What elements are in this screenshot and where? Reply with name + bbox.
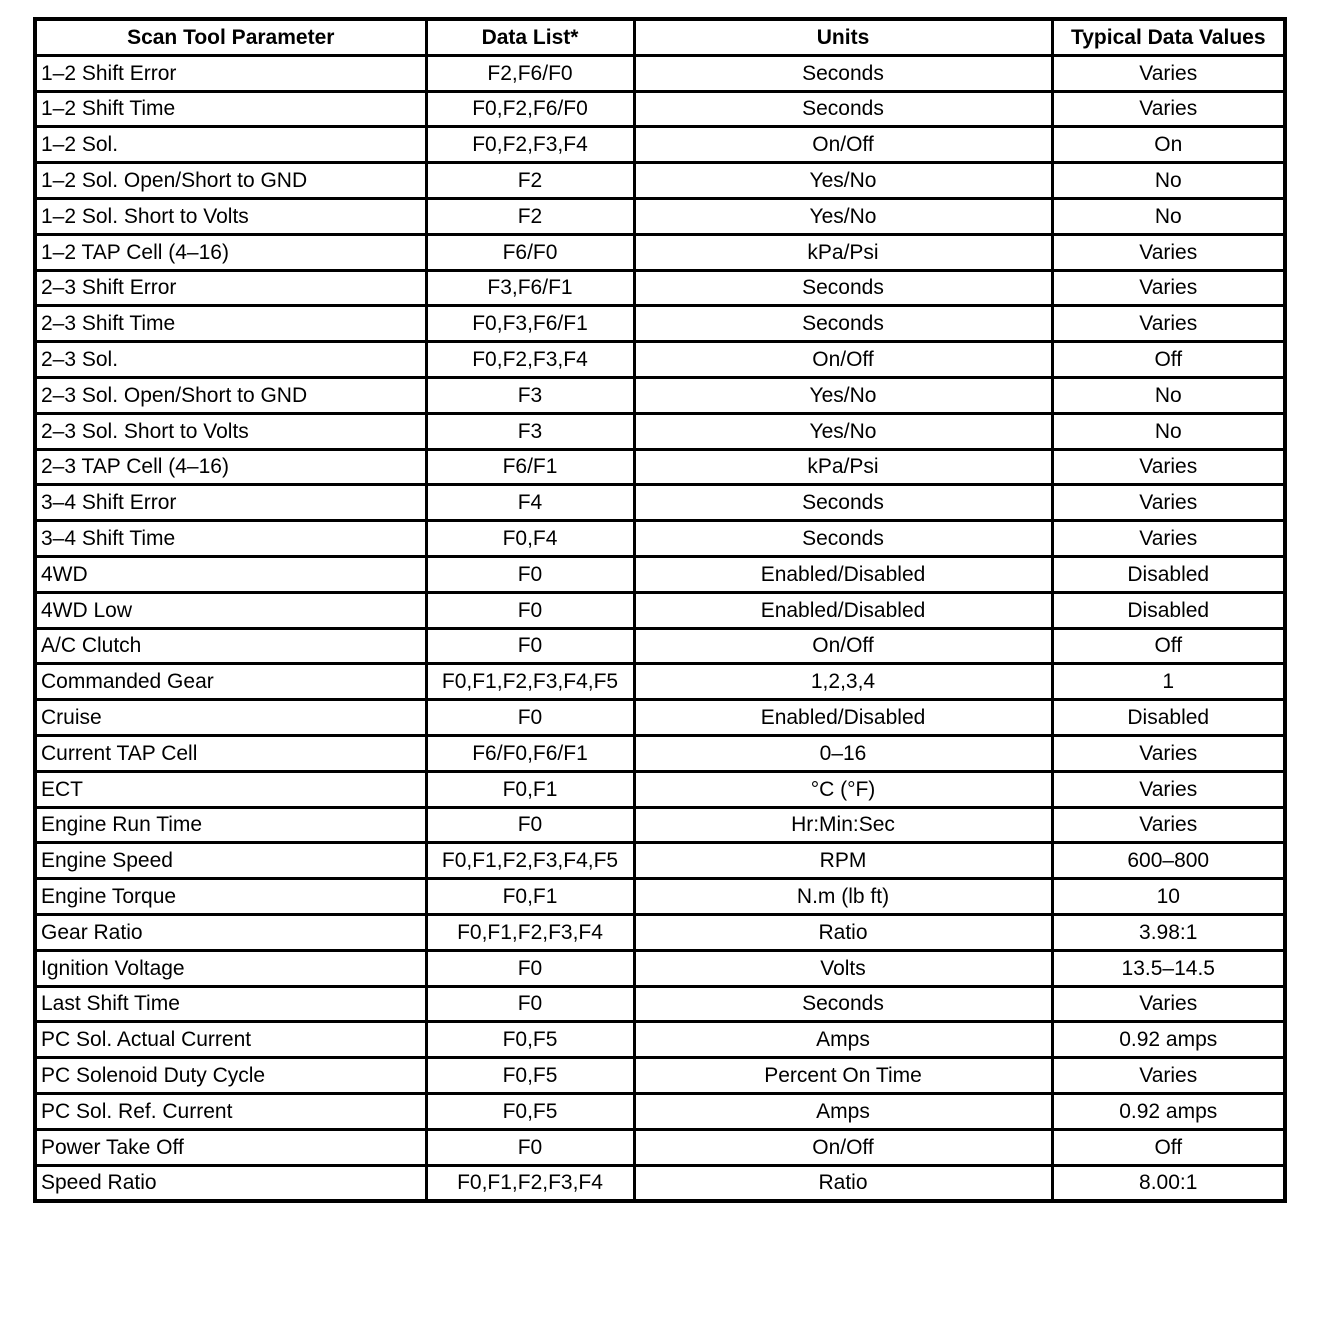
cell-typical-value: Disabled	[1052, 592, 1285, 628]
table-row	[35, 986, 1285, 1022]
cell-units: Seconds	[634, 986, 1052, 1022]
cell-units: Amps	[634, 1022, 1052, 1058]
cell-data-list: F0	[426, 950, 634, 986]
cell-units: Volts	[634, 950, 1052, 986]
cell-data-list: F0,F5	[426, 1093, 634, 1129]
cell-data-list: F3,F6/F1	[426, 270, 634, 306]
cell-parameter: 4WD Low	[35, 592, 426, 628]
table-row	[35, 234, 1285, 270]
cell-data-list: F2	[426, 163, 634, 199]
cell-parameter: Speed Ratio	[35, 1165, 426, 1201]
cell-units: Seconds	[634, 270, 1052, 306]
table-row	[35, 592, 1285, 628]
cell-units: Yes/No	[634, 198, 1052, 234]
cell-units: RPM	[634, 843, 1052, 879]
cell-typical-value: Off	[1052, 342, 1285, 378]
table-row	[35, 914, 1285, 950]
cell-units: On/Off	[634, 1129, 1052, 1165]
cell-typical-value: 1	[1052, 664, 1285, 700]
cell-parameter: PC Solenoid Duty Cycle	[35, 1058, 426, 1094]
table-row	[35, 1129, 1285, 1165]
cell-parameter: Engine Run Time	[35, 807, 426, 843]
cell-units: Amps	[634, 1093, 1052, 1129]
table-header	[35, 19, 1285, 55]
table-row	[35, 198, 1285, 234]
cell-typical-value: Off	[1052, 1129, 1285, 1165]
cell-parameter: Current TAP Cell	[35, 735, 426, 771]
cell-data-list: F0	[426, 556, 634, 592]
cell-units: Yes/No	[634, 163, 1052, 199]
table-row	[35, 628, 1285, 664]
cell-data-list: F0,F1,F2,F3,F4	[426, 914, 634, 950]
cell-data-list: F0	[426, 592, 634, 628]
cell-typical-value: Disabled	[1052, 556, 1285, 592]
table-row	[35, 700, 1285, 736]
cell-typical-value: Varies	[1052, 234, 1285, 270]
table-row	[35, 950, 1285, 986]
cell-typical-value: Varies	[1052, 55, 1285, 91]
cell-parameter: 2–3 Sol. Short to Volts	[35, 413, 426, 449]
cell-units: Ratio	[634, 914, 1052, 950]
cell-typical-value: 3.98:1	[1052, 914, 1285, 950]
table-row	[35, 55, 1285, 91]
cell-data-list: F0,F2,F3,F4	[426, 342, 634, 378]
cell-units: Ratio	[634, 1165, 1052, 1201]
cell-units: Yes/No	[634, 377, 1052, 413]
table-row	[35, 485, 1285, 521]
header-data-list: Data List*	[426, 19, 634, 55]
table-row	[35, 413, 1285, 449]
cell-typical-value: Off	[1052, 628, 1285, 664]
cell-units: Seconds	[634, 521, 1052, 557]
cell-typical-value: On	[1052, 127, 1285, 163]
cell-units: On/Off	[634, 342, 1052, 378]
table-row	[35, 270, 1285, 306]
cell-data-list: F0	[426, 807, 634, 843]
cell-units: 1,2,3,4	[634, 664, 1052, 700]
table-row	[35, 163, 1285, 199]
cell-typical-value: 10	[1052, 879, 1285, 915]
table-row	[35, 1058, 1285, 1094]
cell-typical-value: No	[1052, 413, 1285, 449]
cell-parameter: 3–4 Shift Time	[35, 521, 426, 557]
cell-parameter: 1–2 Sol.	[35, 127, 426, 163]
cell-data-list: F6/F1	[426, 449, 634, 485]
cell-units: °C (°F)	[634, 771, 1052, 807]
cell-typical-value: Varies	[1052, 771, 1285, 807]
scan-tool-data-table	[33, 17, 1287, 1203]
cell-parameter: 1–2 Shift Time	[35, 91, 426, 127]
cell-typical-value: Varies	[1052, 449, 1285, 485]
cell-parameter: Last Shift Time	[35, 986, 426, 1022]
table-row	[35, 843, 1285, 879]
cell-parameter: PC Sol. Actual Current	[35, 1022, 426, 1058]
cell-units: Enabled/Disabled	[634, 700, 1052, 736]
cell-typical-value: Disabled	[1052, 700, 1285, 736]
cell-data-list: F0,F4	[426, 521, 634, 557]
table-row	[35, 735, 1285, 771]
cell-units: kPa/Psi	[634, 234, 1052, 270]
cell-parameter: 2–3 Sol.	[35, 342, 426, 378]
cell-data-list: F0,F3,F6/F1	[426, 306, 634, 342]
cell-parameter: 1–2 Sol. Short to Volts	[35, 198, 426, 234]
cell-data-list: F0	[426, 700, 634, 736]
cell-parameter: 3–4 Shift Error	[35, 485, 426, 521]
header-row	[35, 19, 1285, 55]
cell-parameter: Gear Ratio	[35, 914, 426, 950]
table-row	[35, 127, 1285, 163]
table-row	[35, 521, 1285, 557]
table-row	[35, 342, 1285, 378]
cell-data-list: F0	[426, 1129, 634, 1165]
cell-parameter: Power Take Off	[35, 1129, 426, 1165]
cell-units: Yes/No	[634, 413, 1052, 449]
cell-typical-value: Varies	[1052, 485, 1285, 521]
cell-data-list: F2	[426, 198, 634, 234]
table-row	[35, 449, 1285, 485]
cell-units: Seconds	[634, 55, 1052, 91]
cell-units: Seconds	[634, 91, 1052, 127]
cell-typical-value: Varies	[1052, 306, 1285, 342]
cell-parameter: Engine Torque	[35, 879, 426, 915]
cell-typical-value: 13.5–14.5	[1052, 950, 1285, 986]
cell-data-list: F3	[426, 413, 634, 449]
cell-parameter: ECT	[35, 771, 426, 807]
table-row	[35, 306, 1285, 342]
header-units: Units	[634, 19, 1052, 55]
header-scan-tool-parameter: Scan Tool Parameter	[35, 19, 426, 55]
cell-data-list: F0,F2,F3,F4	[426, 127, 634, 163]
table-row	[35, 1093, 1285, 1129]
cell-parameter: 1–2 Sol. Open/Short to GND	[35, 163, 426, 199]
cell-data-list: F0,F1,F2,F3,F4	[426, 1165, 634, 1201]
table-body	[35, 55, 1285, 1201]
cell-parameter: 1–2 TAP Cell (4–16)	[35, 234, 426, 270]
cell-parameter: 1–2 Shift Error	[35, 55, 426, 91]
cell-typical-value: 0.92 amps	[1052, 1022, 1285, 1058]
table-row	[35, 91, 1285, 127]
table-row	[35, 1022, 1285, 1058]
cell-parameter: 2–3 TAP Cell (4–16)	[35, 449, 426, 485]
cell-units: Seconds	[634, 306, 1052, 342]
cell-data-list: F0,F5	[426, 1022, 634, 1058]
table-row	[35, 664, 1285, 700]
cell-data-list: F3	[426, 377, 634, 413]
table-row	[35, 377, 1285, 413]
cell-parameter: PC Sol. Ref. Current	[35, 1093, 426, 1129]
cell-data-list: F6/F0	[426, 234, 634, 270]
table-row	[35, 556, 1285, 592]
cell-data-list: F0,F1	[426, 771, 634, 807]
cell-typical-value: No	[1052, 198, 1285, 234]
cell-data-list: F0,F5	[426, 1058, 634, 1094]
table-row	[35, 771, 1285, 807]
cell-typical-value: Varies	[1052, 807, 1285, 843]
cell-typical-value: Varies	[1052, 735, 1285, 771]
cell-parameter: Commanded Gear	[35, 664, 426, 700]
cell-units: 0–16	[634, 735, 1052, 771]
cell-typical-value: Varies	[1052, 270, 1285, 306]
cell-data-list: F6/F0,F6/F1	[426, 735, 634, 771]
cell-units: On/Off	[634, 127, 1052, 163]
cell-data-list: F0,F1,F2,F3,F4,F5	[426, 843, 634, 879]
cell-data-list: F0	[426, 986, 634, 1022]
header-typical-data-values: Typical Data Values	[1052, 19, 1285, 55]
cell-units: kPa/Psi	[634, 449, 1052, 485]
cell-data-list: F0,F1,F2,F3,F4,F5	[426, 664, 634, 700]
cell-data-list: F2,F6/F0	[426, 55, 634, 91]
cell-typical-value: 600–800	[1052, 843, 1285, 879]
cell-units: On/Off	[634, 628, 1052, 664]
cell-data-list: F4	[426, 485, 634, 521]
cell-parameter: Engine Speed	[35, 843, 426, 879]
cell-typical-value: Varies	[1052, 1058, 1285, 1094]
cell-typical-value: 8.00:1	[1052, 1165, 1285, 1201]
cell-typical-value: Varies	[1052, 521, 1285, 557]
cell-typical-value: No	[1052, 377, 1285, 413]
cell-data-list: F0	[426, 628, 634, 664]
cell-data-list: F0,F1	[426, 879, 634, 915]
cell-typical-value: No	[1052, 163, 1285, 199]
cell-units: Enabled/Disabled	[634, 592, 1052, 628]
cell-parameter: A/C Clutch	[35, 628, 426, 664]
cell-parameter: Cruise	[35, 700, 426, 736]
table-row	[35, 879, 1285, 915]
cell-parameter: 2–3 Shift Time	[35, 306, 426, 342]
cell-typical-value: Varies	[1052, 986, 1285, 1022]
cell-parameter: 2–3 Sol. Open/Short to GND	[35, 377, 426, 413]
cell-units: Seconds	[634, 485, 1052, 521]
cell-data-list: F0,F2,F6/F0	[426, 91, 634, 127]
cell-units: Percent On Time	[634, 1058, 1052, 1094]
cell-parameter: Ignition Voltage	[35, 950, 426, 986]
table-row	[35, 1165, 1285, 1201]
cell-parameter: 2–3 Shift Error	[35, 270, 426, 306]
table-row	[35, 807, 1285, 843]
cell-typical-value: Varies	[1052, 91, 1285, 127]
cell-typical-value: 0.92 amps	[1052, 1093, 1285, 1129]
cell-parameter: 4WD	[35, 556, 426, 592]
cell-units: Enabled/Disabled	[634, 556, 1052, 592]
cell-units: N.m (lb ft)	[634, 879, 1052, 915]
cell-units: Hr:Min:Sec	[634, 807, 1052, 843]
